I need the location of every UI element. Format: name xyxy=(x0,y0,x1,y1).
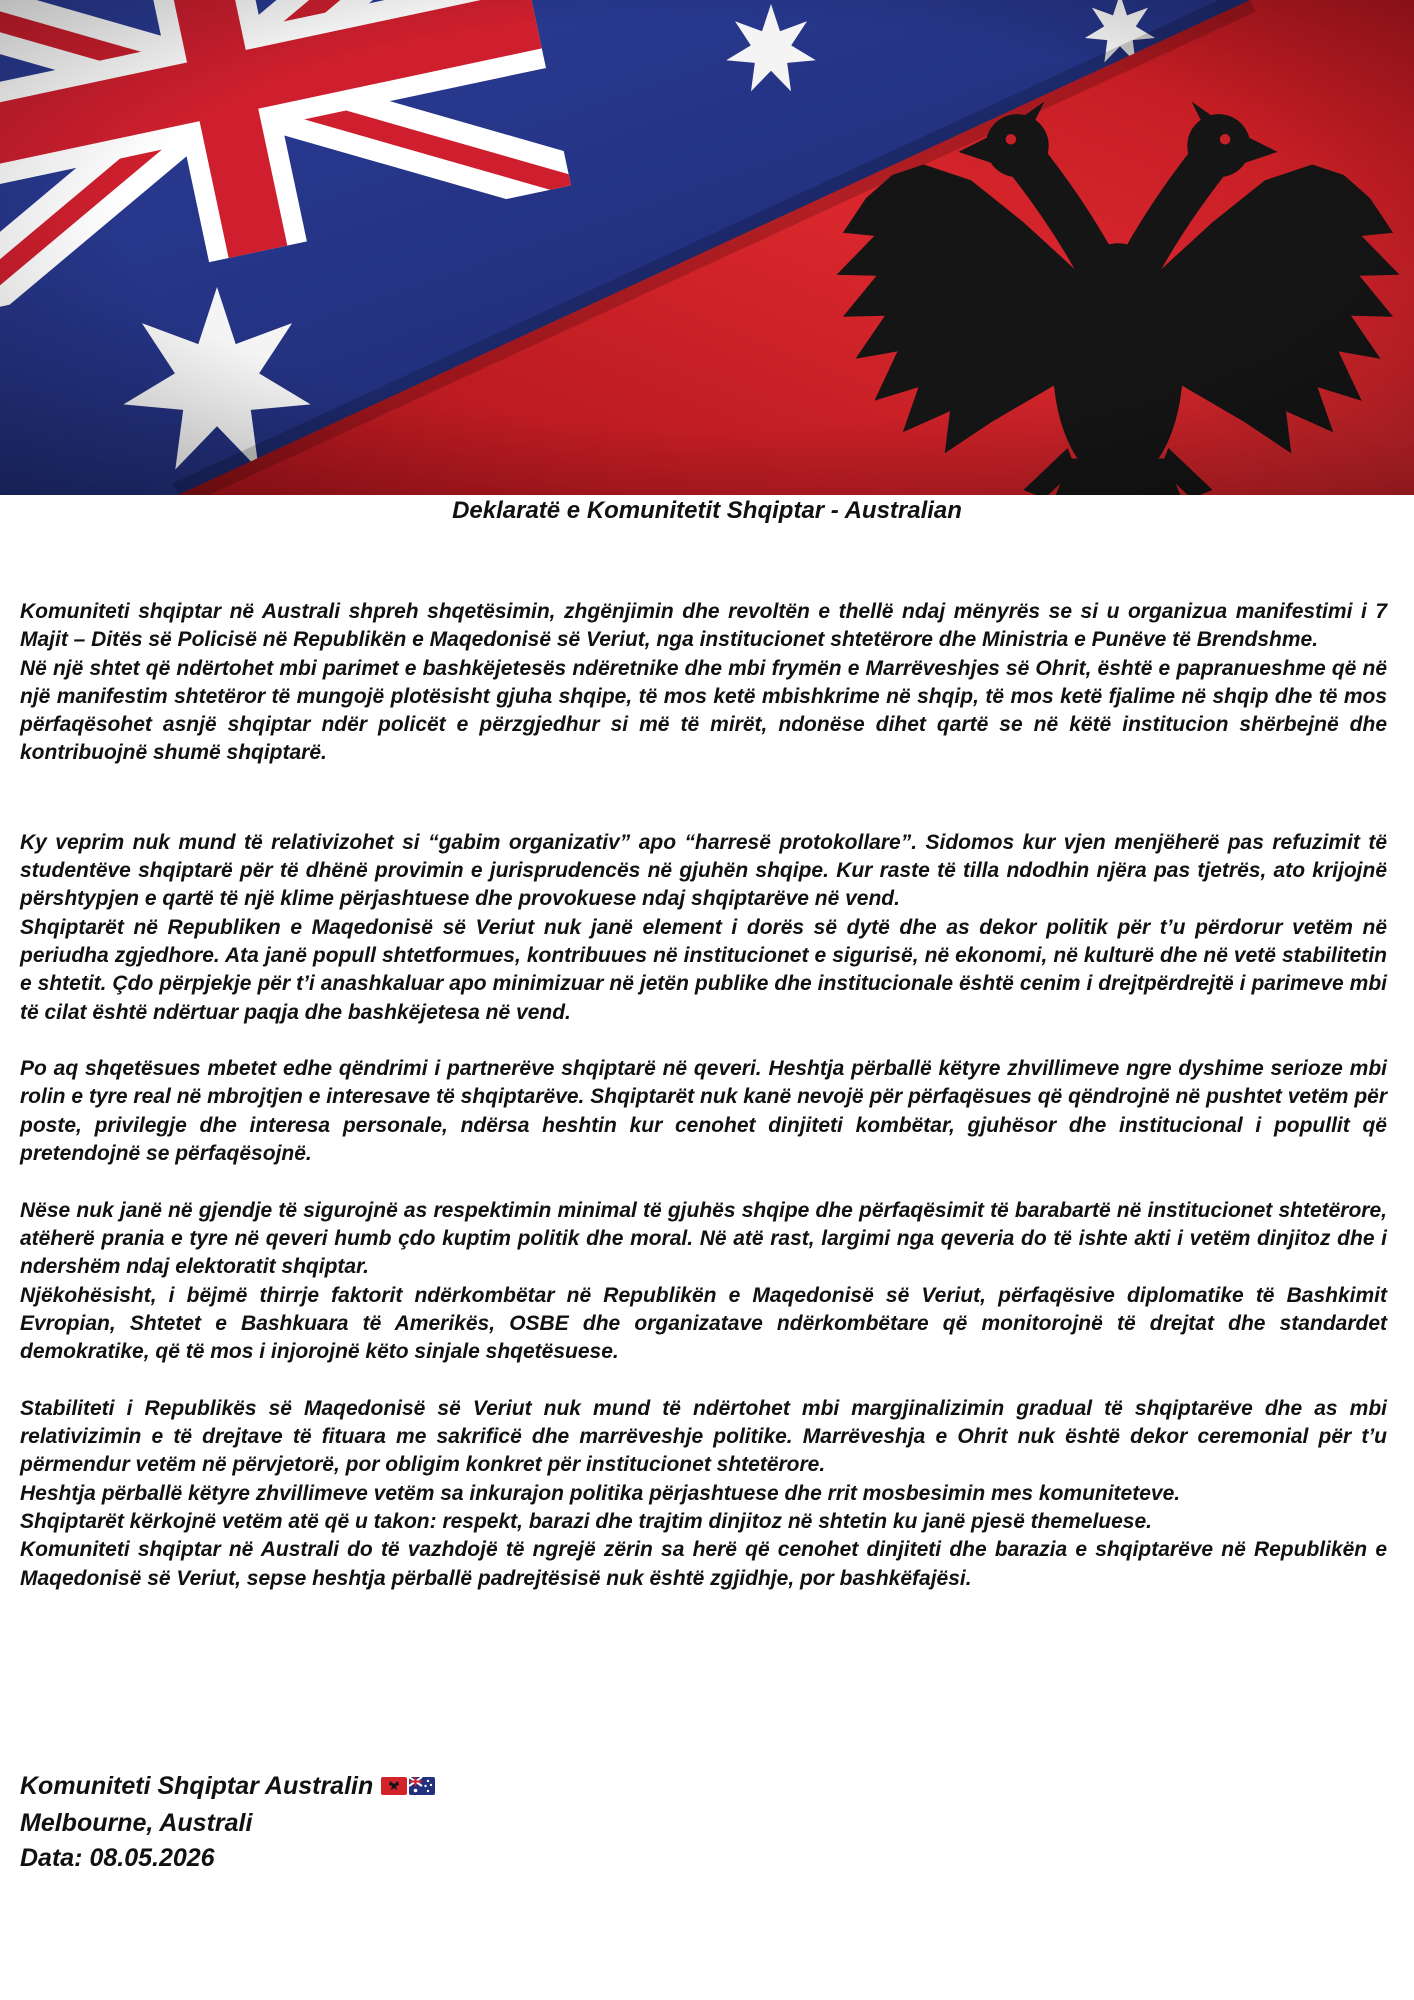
signature-organization: Komuniteti Shqiptar Australin xyxy=(20,1772,374,1800)
paragraph: Po aq shqetësues mbetet edhe qëndrimi i partnerëve shqiptarë në qeveri. Heshtja përballë këtyre zhvillimeve ngre dyshime serioze mbi rolin e tyre real në mbrojtjen e interesave të shqiptarëve. Shqiptarët nuk kanë nevojë për përfaqësues që qëndrojnë në pushtet vetëm për poste, privilegje dhe interesa personale, ndërsa heshtin kur cenohet dinjiteti kombëtar, gjuhësor dhe institucional i popullit që pretendojnë se përfaqësojnë. xyxy=(20,1057,1387,1166)
flag-banner-image xyxy=(0,0,1414,495)
signature-date: Data: 08.05.2026 xyxy=(20,1844,215,1872)
declaration-body xyxy=(20,598,1387,1593)
australia-flag-icon xyxy=(409,1777,435,1795)
paragraph: Stabiliteti i Republikës së Maqedonisë së Veriut nuk mund të ndërtohet mbi margjinalizimin gradual të shqiptarëve dhe as mbi relativizimin e të drejtave të fituara me sakrificë dhe marrëveshje politike. Marrëveshja e Ohrit nuk është dekor ceremonial për t’u përmendur vetëm në përvjetorë, por obligim konkret për institucionet shtetërore. xyxy=(20,1396,1387,1477)
paragraph-group xyxy=(20,829,1387,1027)
page-title: Deklaratë e Komunitetit Shqiptar - Australian xyxy=(452,497,962,524)
signature-place: Melbourne, Australi xyxy=(20,1808,253,1837)
paragraph: Komuniteti shqiptar në Australi do të vazhdojë të ngrejë zërin sa herë që cenohet dinjiteti dhe barazia e shqiptarëve në Republikën e Maqedonisë së Veriut, sepse heshtja përballë padrejtësisë nuk është zgjidhje, por bashkëfajësi. xyxy=(20,1538,1387,1590)
signature-block xyxy=(20,1769,437,1877)
paragraph-group xyxy=(20,598,1387,768)
paragraph-group xyxy=(20,1197,1387,1367)
paragraph-group xyxy=(20,1395,1387,1593)
paragraph: Heshtja përballë këtyre zhvillimeve vetëm sa inkurajon politika përjashtuese dhe rrit mosbesimin mes komuniteteve. xyxy=(20,1481,1181,1505)
paragraph: Ky veprim nuk mund të relativizohet si “gabim organizativ” apo “harresë protokollare”. Sidomos kur vjen menjëherë pas refuzimit të studentëve shqiptarë për të dhënë provimin e jurisprudencës në gjuhën shqipe. Kur raste të tilla ndodhin njëra pas tjetrës, ato krijojnë përshtypjen e qartë të një klime përjashtuese dhe provokuese ndaj shqiptarëve në vend. xyxy=(20,830,1387,911)
paragraph: Nëse nuk janë në gjendje të sigurojnë as respektimin minimal të gjuhës shqipe dhe përfaqësimit të barabartë në institucionet shtetërore, atëherë prania e tyre në qeveri humb çdo kuptim politik dhe moral. Në atë rast, largimi nga qeveria do të ishte akti i vetëm dinjitoz dhe i ndershëm ndaj elektoratit shqiptar. xyxy=(20,1198,1387,1279)
paragraph: Në një shtet që ndërtohet mbi parimet e bashkëjetesës ndëretnike dhe mbi frymën e Marrëveshjes së Ohrit, është e papranueshme që në një manifestim shtetëror të mungojë plotësisht gjuha shqipe, të mos ketë mbishkrime në shqip, të mos ketë fjalime në shqip dhe të mos përfaqësohet asnjë shqiptar ndër policët e përzgjedhur si më të mirët, ndonëse dihet qartë se në këtë institucion shërbejnë dhe kontribuojnë shumë shqiptarë. xyxy=(20,656,1387,765)
albania-flag-icon xyxy=(381,1777,407,1795)
signature-organization-line xyxy=(20,1769,437,1806)
paragraph: Shqiptarët kërkojnë vetëm atë që u takon: respekt, barazi dhe trajtim dinjitoz në shtetin ku janë pjesë themeluese. xyxy=(20,1509,1152,1533)
paragraph-group xyxy=(20,1055,1387,1168)
paragraph: Komuniteti shqiptar në Australi shpreh shqetësimin, zhgënjimin dhe revoltën e thellë ndaj mënyrës se si u organizua manifestimi i 7 Majit – Ditës së Policisë në Republikën e Maqedonisë së Veriut, nga institucionet shtetërore dhe Ministria e Punëve të Brendshme. xyxy=(20,600,1387,652)
paragraph: Njëkohësisht, i bëjmë thirrje faktorit ndërkombëtar në Republikën e Maqedonisë së Veriut, përfaqësive diplomatike të Bashkimit Evropian, Shtetet e Bashkuara të Amerikës, OSBE dhe organizatave ndërkombëtare që monitorojnë të drejtat dhe standardet demokratike, që të mos i injorojnë këto sinjale shqetësuese. xyxy=(20,1283,1387,1364)
paragraph: Shqiptarët në Republiken e Maqedonisë së Veriut nuk janë element i dorës së dytë dhe as dekor politik për t’u përdorur vetëm në periudha zgjedhore. Ata janë popull shtetformues, kontribuues në institucionet e sigurisë, në ekonomi, në kulturë dhe në vetë stabilitetin e shtetit. Çdo përpjekje për t’i anashkaluar apo minimizuar në jetën publike dhe institucionale është cenim i drejtpërdrejtë i parimeve mbi të cilat është ndërtuar paqja dhe bashkëjetesa në vend. xyxy=(20,915,1387,1024)
flag-icons xyxy=(381,1770,437,1806)
